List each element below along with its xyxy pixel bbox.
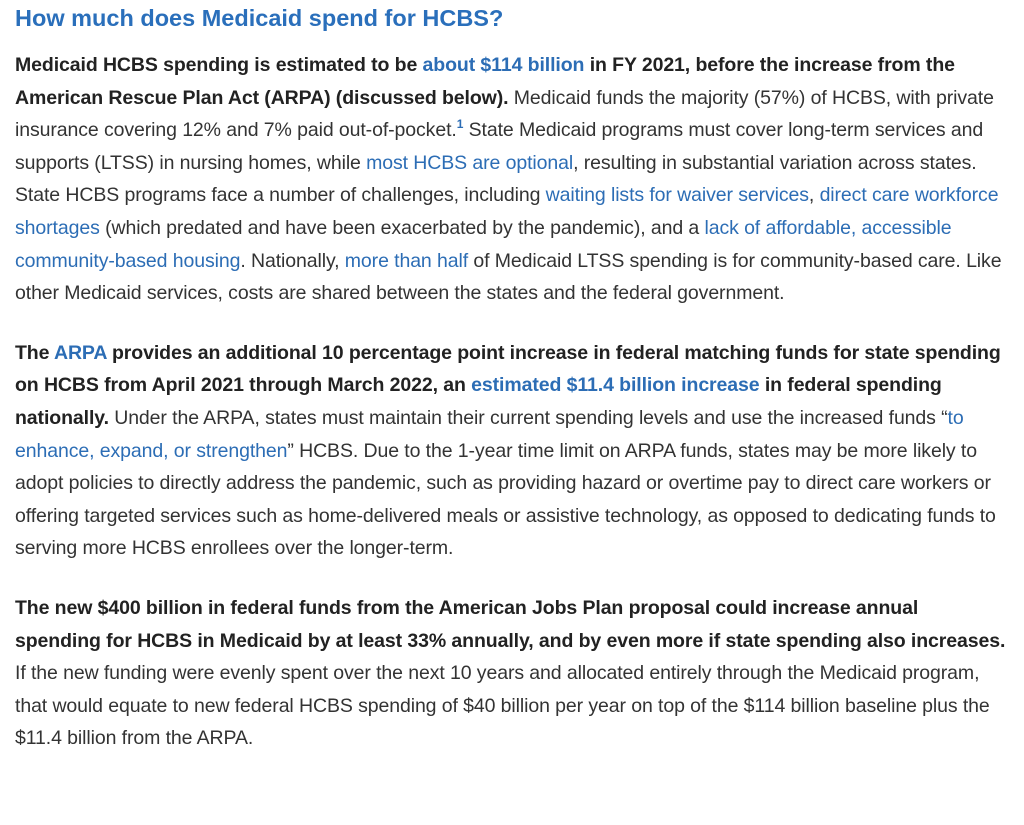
link-waiting-lists[interactable]: waiting lists for waiver services — [545, 184, 809, 207]
text-segment: Medicaid funds the majority (57%) of HCBS, with private insurance covering 12% and 7% paid out-of-pocket. — [15, 86, 994, 142]
section-heading: How much does Medicaid spend for HCBS? — [15, 5, 504, 31]
text-segment: State Medicaid programs must cover long-term services and supports (LTSS) in nursing homes, while — [15, 119, 984, 174]
text-segment: The — [15, 341, 54, 364]
bold-lead-text: The new $400 billion in federal funds from the American Jobs Plan proposal could increase annual spending for HCBS in Medicaid by at least 33% annually, and by even more if state spending also increases. — [15, 596, 1006, 652]
text-segment: , resulting in substantial variation across states. State HCBS programs face a number of challenges, including — [15, 151, 977, 207]
link-estimated-increase[interactable]: estimated $11.4 billion increase — [471, 374, 760, 397]
link-arpa[interactable]: ARPA — [53, 341, 107, 364]
text-segment: in federal spending nationally. — [15, 374, 942, 429]
text-segment: of Medicaid LTSS spending is for community-based care. Like other Medicaid services, costs are shared between the states and the federal government. — [15, 249, 1002, 305]
text-segment: Medicaid HCBS spending is estimated to be — [15, 54, 423, 76]
link-enhance-expand-strengthen[interactable]: to enhance, expand, or strengthen — [15, 406, 964, 462]
paragraph-jobs-plan — [15, 592, 1009, 755]
link-workforce-shortages[interactable]: direct care workforce shortages — [15, 184, 999, 239]
text-segment: ” HCBS. Due to the 1-year time limit on ARPA funds, states may be more likely to adopt policies to directly address the pandemic, such as providing hazard or overtime pay to direct care workers or offering targeted services such as home-delivered meals or assistive technology, as opposed to dedicating funds to serving more HCBS enrollees over the longer-term. — [15, 439, 996, 560]
text-segment: (which predated and have been exacerbated by the pandemic), and a — [99, 216, 705, 239]
text-segment: . Nationally, — [240, 249, 345, 272]
paragraph-hcbs-spending — [15, 49, 1009, 310]
text-segment: in FY 2021, before the increase from the American Rescue Plan Act (ARPA) (discussed below). — [15, 54, 955, 109]
link-about-114-billion[interactable]: about $114 billion — [422, 54, 585, 76]
text-segment: provides an additional 10 percentage point increase in federal matching funds for state spending on HCBS from April 2021 through March 2022, an — [15, 341, 1001, 397]
text-segment: , — [808, 184, 820, 207]
link-most-hcbs-optional[interactable]: most HCBS are optional — [366, 151, 574, 174]
link-affordable-housing[interactable]: lack of affordable, accessible community-based housing — [15, 216, 952, 272]
text-segment: Under the ARPA, states must maintain their current spending levels and use the increased funds “ — [108, 406, 948, 429]
link-more-than-half[interactable]: more than half — [344, 249, 469, 272]
paragraph-arpa — [15, 337, 1009, 565]
text-segment: If the new funding were evenly spent over the next 10 years and allocated entirely through the Medicaid program, that would equate to new federal HCBS spending of $40 billion per year on top of the $114 billion baseline plus the $11.4 billion from the ARPA. — [15, 662, 990, 750]
footnote-marker[interactable]: 1 — [456, 117, 464, 132]
